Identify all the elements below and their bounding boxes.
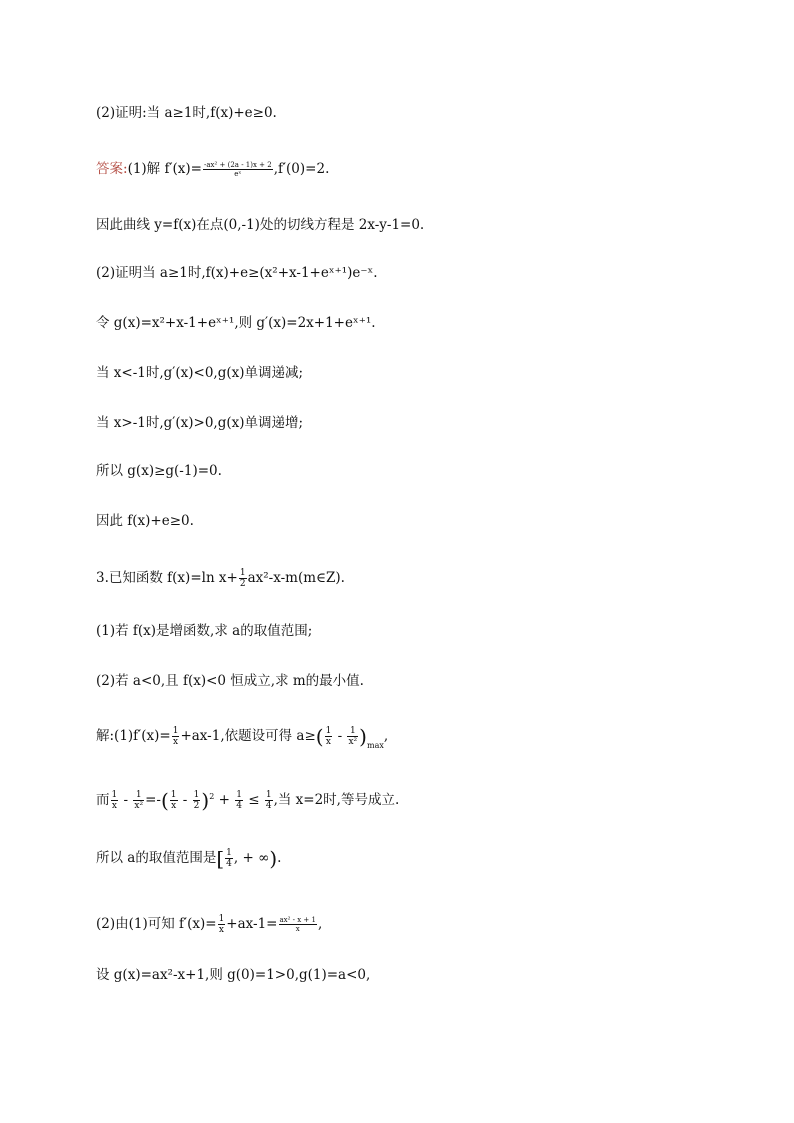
minus-sign: - [119,792,133,808]
left-paren: ( [315,724,324,749]
fraction-denominator: 2 [193,801,200,811]
fraction-1-over-x [172,726,180,747]
fraction-numerator: 1 [172,726,179,736]
fraction-numerator: 1 [325,726,332,736]
tangent-line-statement: 因此曲线 y=f(x)在点(0,-1)处的切线方程是 2x-y-1=0. [96,217,425,233]
fraction-denominator: x [325,737,331,747]
part2-prove-statement: (2)证明:当 a≥1时,f(x)+e≥0. [96,105,277,121]
fraction-numerator: 1 [226,848,232,858]
fraction-denominator: x [295,925,300,933]
comma: , [383,728,389,744]
fraction-numerator: 1 [111,790,118,800]
g-increasing-statement: 当 x>-1时,g′(x)>0,g(x)单调递增; [96,415,304,431]
equals-minus: =- [145,792,161,808]
fraction-denominator: x [218,925,224,935]
minus-sign: - [178,792,192,808]
part2-prefix: (2)由(1)可知 f′(x)= [96,916,217,932]
derivative-suffix: ,f′(0)=2. [273,161,330,177]
left-bracket: [ [216,846,225,871]
part2-derivative-statement [96,914,322,935]
combined-fraction [279,916,317,933]
derivative-fraction [203,161,273,178]
solution-part1-derivative [96,726,388,755]
er-prefix: 而 [96,792,110,808]
fraction-1-over-2 [193,790,201,811]
fraction-numerator: 1 [133,790,144,801]
fraction-1-over-x-squared [347,726,358,747]
g-decreasing-statement: 当 x<-1时,g′(x)<0,g(x)单调递减; [96,365,304,381]
fraction-numerator: 1 [193,790,200,800]
problem-3-suffix: ax²-x-m(m∈Z). [247,570,345,586]
fraction-1-over-4 [225,848,233,869]
g-minimum-statement: 所以 g(x)≥g(-1)=0. [96,463,222,479]
half-denominator: 2 [239,579,246,589]
fraction-numerator: 1 [265,790,272,800]
solution-condition: +ax-1,依题设可得 a≥ [180,728,316,744]
right-paren: ) [201,788,210,813]
define-g-quadratic-statement: 设 g(x)=ax²-x+1,则 g(0)=1>0,g(1)=a<0, [96,967,371,983]
problem-3-statement [96,568,345,589]
fraction-denominator: 4 [226,859,232,869]
comma: , [317,916,323,932]
fraction-numerator: ax² - x + 1 [279,916,316,924]
fraction-1-over-4-b [265,790,273,811]
derivative-middle: +ax-1= [226,916,278,932]
leq-sign: ≤ [243,792,264,808]
answer-part1-derivative [96,160,329,178]
define-g-statement: 令 g(x)=x²+x-1+eˣ⁺¹,则 g′(x)=2x+1+eˣ⁺¹. [96,315,376,331]
square-exponent: 2 [209,792,215,801]
range-prefix: 所以 a的取值范围是 [96,850,217,866]
derivative-denominator: eˣ [234,170,242,178]
derivative-prefix: (1)解 f′(x)= [127,161,202,177]
fraction-numerator: 1 [218,914,225,924]
infinity-part: , + ∞ [233,850,270,866]
fraction-denominator: x² [348,737,358,747]
fraction-1-over-4 [235,790,243,811]
fraction-denominator: x [173,737,179,747]
conclusion-statement: 因此 f(x)+e≥0. [96,513,194,529]
derivative-numerator: -ax² + (2a - 1)x + 2 [204,161,272,169]
fraction-1-over-x [218,914,226,935]
fraction-1-over-x-c [170,790,178,811]
half-fraction [239,568,247,589]
fraction-denominator: x [171,801,177,811]
left-paren: ( [160,788,169,813]
right-paren: ) [269,846,278,871]
answer-label: 答案: [96,161,128,177]
fraction-denominator: x² [134,801,144,811]
fraction-1-over-x-b [325,726,333,747]
plus-sign: + [214,792,235,808]
fraction-denominator: x [111,801,117,811]
fraction-numerator: 1 [347,726,358,737]
range-of-a-statement [96,848,281,869]
solution-prefix: 解:(1)f′(x)= [96,728,171,744]
fraction-numerator: 1 [236,790,242,800]
fraction-denominator: 4 [236,801,242,811]
period: . [277,850,282,866]
problem-3-prefix: 3.已知函数 f(x)=ln x+ [96,570,238,586]
problem-3-part1: (1)若 f(x)是增函数,求 a的取值范围; [96,623,313,639]
max-subscript: max [366,741,384,750]
completing-square-statement [96,790,399,811]
part2-proof-inequality: (2)证明当 a≥1时,f(x)+e≥(x²+x-1+eˣ⁺¹)e⁻ˣ. [96,265,378,281]
fraction-numerator: 1 [170,790,177,800]
right-paren: ) [359,724,367,749]
equality-condition: ,当 x=2时,等号成立. [273,792,400,808]
fraction-denominator: 4 [265,801,272,811]
half-numerator: 1 [239,568,246,578]
minus-sign: - [333,728,347,744]
fraction-1-over-x-squared [133,790,144,811]
fraction-1-over-x [111,790,119,811]
problem-3-part2: (2)若 a<0,且 f(x)<0 恒成立,求 m的最小值. [96,673,364,689]
